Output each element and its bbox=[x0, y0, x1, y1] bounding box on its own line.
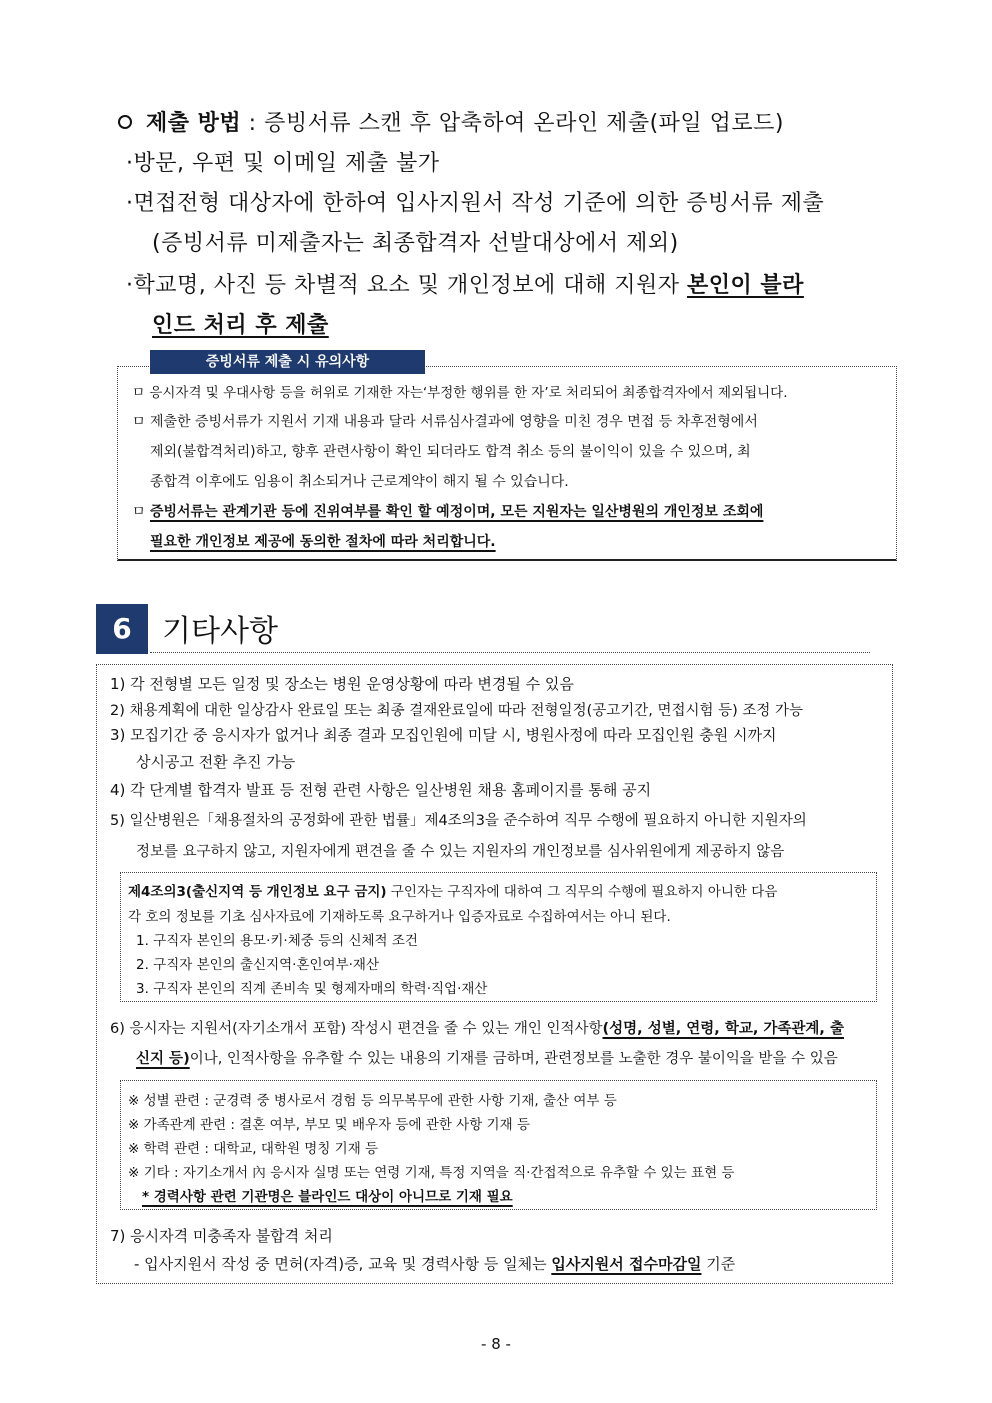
notice-item-3 bbox=[132, 501, 763, 521]
submission-bullet-2-cont: (증빙서류 미제출자는 최종합격자 선발대상에서 제외) bbox=[152, 231, 679, 256]
notice-item-3-text: 증빙서류는 관계기관 등에 진위여부를 확인 할 예정이며, 모든 지원자는 일산병원의 개인정보 조회에 bbox=[149, 504, 764, 520]
etc-item-7: 7) 응시자격 미충족자 불합격 처리 bbox=[110, 1227, 333, 1245]
notice-item-3-cont: 필요한 개인정보 제공에 동의한 절차에 따라 처리합니다. bbox=[150, 534, 496, 550]
etc-item-4: 4) 각 단계별 합격자 발표 등 전형 관련 사항은 일산병원 채용 홈페이지를 통해 공지 bbox=[110, 781, 652, 799]
notice-item-2-cont-2: 종합격 이후에도 임용이 취소되거나 근로계약이 해지 될 수 있습니다. bbox=[150, 474, 569, 490]
blind-note-5: * 경력사항 관련 기관명은 블라인드 대상이 아니므로 기재 필요 bbox=[142, 1189, 513, 1205]
etc-item-7-detail-text: - 입사지원서 작성 중 면허(자격)증, 교육 및 경력사항 등 일체는 bbox=[134, 1255, 552, 1273]
notice-item-2-cont-1: 제외(불합격처리)하고, 향후 관련사항이 확인 되더라도 합격 취소 등의 불이익이 있을 수 있으며, 최 bbox=[150, 444, 751, 460]
submission-bullet-3-emphasis: 본인이 블라 bbox=[686, 273, 804, 298]
submission-title-label: 제출 방법 bbox=[146, 111, 242, 136]
law-excerpt-title bbox=[128, 880, 777, 900]
law-excerpt-line-2: 각 호의 정보를 기초 심사자료에 기재하도록 요구하거나 입증자료로 수집하여서는 아니 된다. bbox=[128, 909, 671, 925]
submission-bullet-2: ·면접전형 대상자에 한하여 입사지원서 작성 기준에 의한 증빙서류 제출 bbox=[126, 191, 825, 216]
etc-item-3-cont: 상시공고 전환 추진 가능 bbox=[136, 753, 296, 771]
law-article-title: 제4조의3(출신지역 등 개인정보 요구 금지) bbox=[128, 884, 387, 900]
law-clause-3: 3. 구직자 본인의 직계 존비속 및 형제자매의 학력·직업·재산 bbox=[136, 981, 488, 997]
blind-note-4: ※ 기타 : 자기소개서 內 응시자 실명 또는 연령 기재, 특정 지역을 직·간접적으로 유추할 수 있는 표현 등 bbox=[128, 1165, 735, 1181]
etc-item-7-detail-emphasis: 입사지원서 접수마감일 bbox=[551, 1255, 702, 1273]
section-divider bbox=[150, 652, 870, 653]
law-clause-2: 2. 구직자 본인의 출신지역·혼인여부·재산 bbox=[136, 957, 379, 973]
etc-item-6-cont-text: 이나, 인적사항을 유추할 수 있는 내용의 기재를 금하며, 관련정보를 노출한 경우 불이익을 받을 수 있음 bbox=[189, 1051, 838, 1067]
law-clause-1: 1. 구직자 본인의 용모·키·체중 등의 신체적 조건 bbox=[136, 933, 418, 949]
circle-bullet-icon bbox=[118, 115, 132, 129]
etc-item-6-cont-emphasis: 신지 등) bbox=[136, 1051, 190, 1067]
etc-item-6-emphasis: (성명, 성별, 연령, 학교, 가족관계, 출 bbox=[602, 1021, 844, 1037]
notice-item-3-bullet: ㅁ bbox=[132, 504, 146, 520]
law-article-text: 구인자는 구직자에 대하여 그 직무의 수행에 필요하지 아니한 다음 bbox=[386, 884, 778, 900]
submission-bullet-1: ·방문, 우편 및 이메일 제출 불가 bbox=[126, 151, 440, 176]
etc-item-2: 2) 채용계획에 대한 일상감사 완료일 또는 최종 결재완료일에 따라 전형일정(공고기간, 면접시험 등) 조정 가능 bbox=[110, 703, 804, 719]
section-title: 기타사항 bbox=[162, 614, 278, 649]
etc-item-6-cont bbox=[136, 1047, 838, 1068]
etc-item-5: 5) 일산병원은「채용절차의 공정화에 관한 법률」제4조의3을 준수하여 직무 수행에 필요하지 아니한 지원자의 bbox=[110, 813, 807, 829]
etc-item-1: 1) 각 전형별 모든 일정 및 장소는 병원 운영상황에 따라 변경될 수 있음 bbox=[110, 675, 574, 693]
blind-note-1: ※ 성별 관련 : 군경력 중 병사로서 경험 등 의무복무에 관한 사항 기재, 출산 여부 등 bbox=[128, 1093, 617, 1109]
etc-item-3: 3) 모집기간 중 응시자가 없거나 최종 결과 모집인원에 미달 시, 병원사정에 따라 모집인원 충원 시까지 bbox=[110, 726, 777, 744]
notice-tab: 증빙서류 제출 시 유의사항 bbox=[150, 350, 425, 374]
submission-bullet-3 bbox=[126, 268, 804, 299]
etc-item-6 bbox=[110, 1017, 844, 1038]
page-number: - 8 - bbox=[481, 1335, 511, 1353]
submission-title bbox=[118, 106, 784, 137]
blind-note-2: ※ 가족관계 관련 : 결혼 여부, 부모 및 배우자 등에 관한 사항 기재 등 bbox=[128, 1117, 530, 1133]
notice-item-1: ㅁ 응시자격 및 우대사항 등을 허위로 기재한 자는‘부정한 행위를 한 자’로 처리되어 최종합격자에서 제외됩니다. bbox=[132, 385, 788, 401]
etc-item-6-text: 6) 응시자는 지원서(자기소개서 포함) 작성시 편견을 줄 수 있는 개인 인적사항 bbox=[110, 1021, 603, 1037]
etc-item-7-detail bbox=[134, 1253, 735, 1274]
notice-item-2: ㅁ 제출한 증빙서류가 지원서 기재 내용과 달라 서류심사결과에 영향을 미친 경우 면접 등 차후전형에서 bbox=[132, 414, 758, 430]
submission-title-desc: : 증빙서류 스캔 후 압축하여 온라인 제출(파일 업로드) bbox=[241, 111, 784, 136]
etc-item-5-cont: 정보를 요구하지 않고, 지원자에게 편견을 줄 수 있는 지원자의 개인정보를 심사위원에게 제공하지 않음 bbox=[136, 844, 785, 860]
blind-note-3: ※ 학력 관련 : 대학교, 대학원 명칭 기재 등 bbox=[128, 1141, 379, 1157]
submission-bullet-3-text: ·학교명, 사진 등 차별적 요소 및 개인정보에 대해 지원자 bbox=[126, 273, 687, 298]
submission-bullet-3-cont: 인드 처리 후 제출 bbox=[152, 313, 329, 338]
etc-item-7-detail-suffix: 기준 bbox=[701, 1255, 736, 1273]
section-number-badge: 6 bbox=[96, 604, 148, 654]
